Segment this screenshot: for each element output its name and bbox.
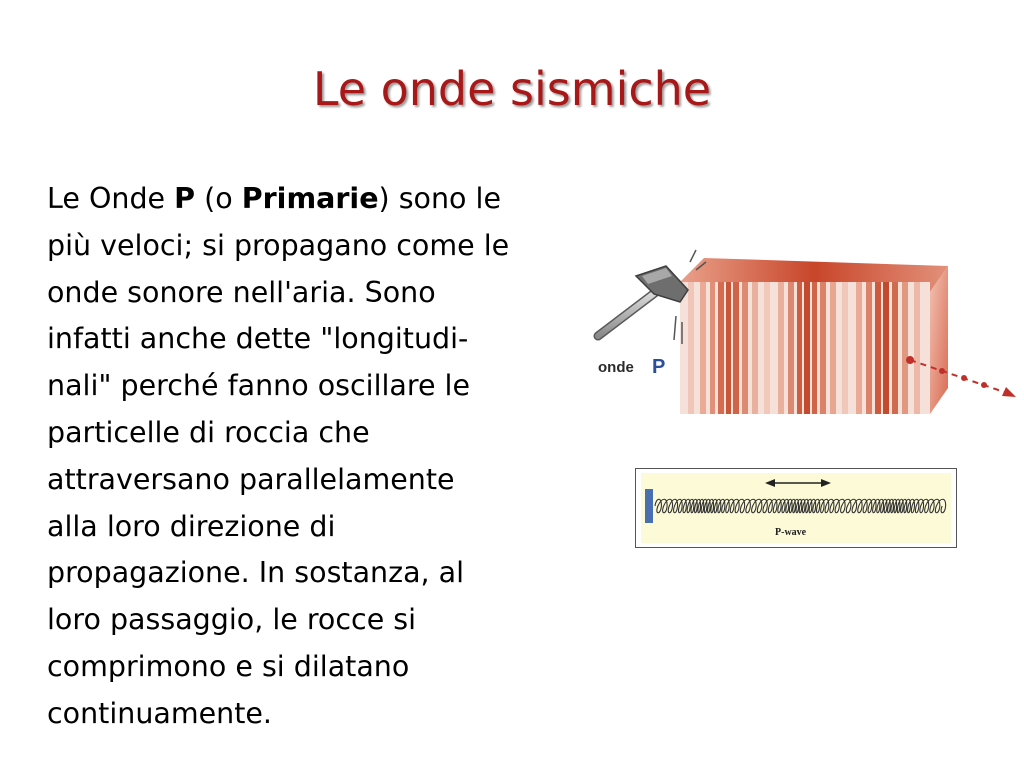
p-letter-label: P (652, 356, 666, 378)
text-line: onde sonore nell'aria. Sono (47, 275, 436, 309)
text-line: alla loro direzione di (47, 509, 336, 543)
p-wave-block-illustration (592, 236, 1024, 426)
p-wave-spring-diagram (635, 468, 957, 548)
text-line: continuamente. (47, 696, 272, 730)
p-wave-caption: P-wave (775, 527, 807, 538)
text-line: particelle di roccia che (47, 415, 370, 449)
body-paragraph (47, 176, 647, 738)
bold-letter-p: P (174, 182, 196, 215)
text-line: Le Onde P (o Primarie) sono le (47, 182, 502, 215)
text-line: infatti anche dette "longitudi- (47, 322, 469, 356)
text-line: propagazione. In sostanza, al (47, 556, 465, 590)
text-line: più veloci; si propagano come le (47, 228, 510, 262)
text-line: loro passaggio, le rocce si (47, 603, 417, 637)
block-end-face (930, 266, 948, 414)
text-line: nali" perché fanno oscillare le (47, 369, 471, 403)
spring-driver-plate (645, 489, 653, 523)
text-line: comprimono e si dilatano (47, 649, 410, 683)
text-line: attraversano parallelamente (47, 462, 455, 496)
onde-label: onde (598, 359, 634, 376)
block-front-face (680, 282, 930, 414)
slide-title: Le onde sismiche (312, 62, 712, 116)
bold-word-primarie: Primarie (241, 182, 379, 215)
